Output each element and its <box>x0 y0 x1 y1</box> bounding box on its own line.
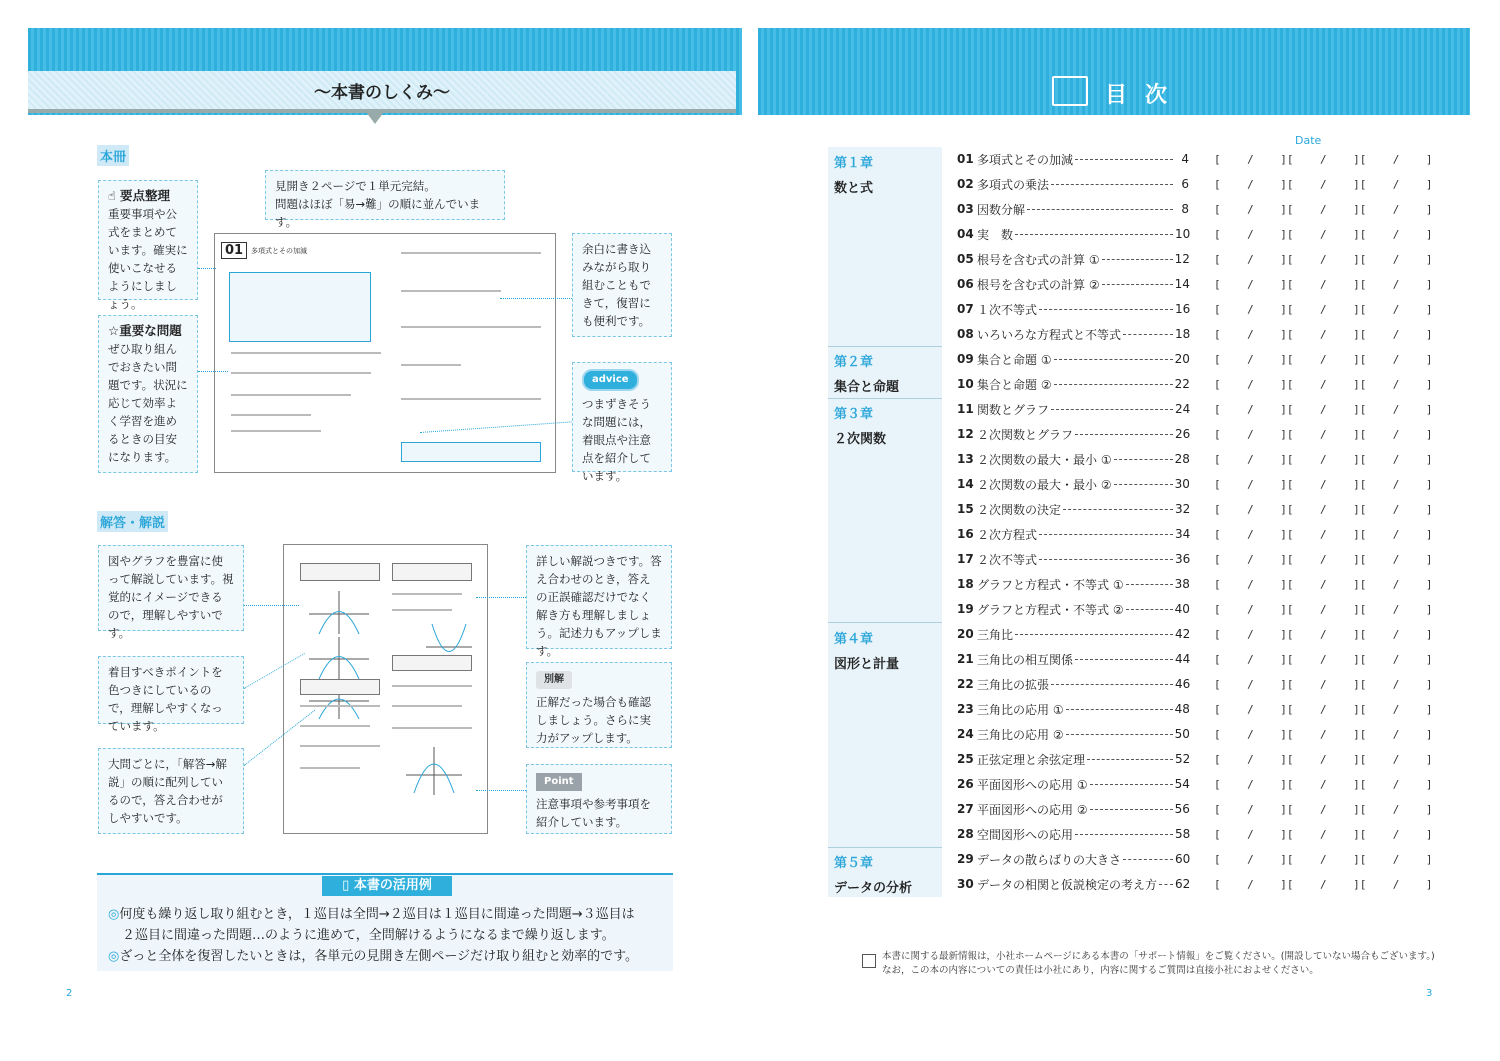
toc-entry[interactable] <box>957 624 1433 644</box>
color-box <box>98 656 244 733</box>
toc-entry[interactable] <box>957 399 1433 419</box>
date-fields[interactable]: [ / ][ / ][ / ] <box>1214 702 1433 716</box>
leader-dots <box>1063 509 1173 510</box>
entry-number: 12 <box>957 427 974 441</box>
chapter-separator <box>828 346 942 347</box>
entry-page: 46 <box>1175 677 1191 691</box>
date-fields[interactable]: [ / ][ / ][ / ] <box>1214 777 1433 791</box>
leader-dots <box>1054 359 1173 360</box>
chapter-separator <box>828 847 942 848</box>
entry-page: 54 <box>1174 777 1190 791</box>
leader-line <box>244 605 299 606</box>
date-fields[interactable]: [ / ][ / ][ / ] <box>1214 177 1433 191</box>
spread-box <box>265 170 505 229</box>
leader-dots <box>1039 534 1173 535</box>
entry-number: 20 <box>957 627 974 641</box>
leader-dots <box>1123 859 1173 860</box>
entry-page: 34 <box>1175 527 1191 541</box>
leader-dots <box>1090 809 1173 810</box>
toc-entry[interactable] <box>957 749 1433 769</box>
leader-dots <box>1159 884 1173 885</box>
entry-title: 多項式とその加減 <box>977 152 1074 167</box>
leader-dots <box>1039 309 1173 310</box>
page-title: 〜本書のしくみ〜 <box>314 82 450 103</box>
entry-page: 14 <box>1174 277 1190 291</box>
entry-page: 48 <box>1174 702 1190 716</box>
betsukai-text: 正解だった場合も確認しましょう。さらに実力がアップします。 <box>536 695 651 745</box>
date-fields[interactable]: [ / ][ / ][ / ] <box>1214 552 1433 566</box>
leader-line <box>198 268 216 269</box>
date-fields[interactable]: [ / ][ / ][ / ] <box>1214 752 1433 766</box>
chapter-separator <box>828 398 942 399</box>
toc-entry[interactable] <box>957 599 1433 619</box>
entry-page: 26 <box>1175 427 1191 441</box>
entry-number: 13 <box>957 452 974 466</box>
entry-title: 根号を含む式の計算 ② <box>977 277 1100 292</box>
chapter-name: 図形と計量 <box>834 657 900 672</box>
entry-title: データの散らばりの大きさ <box>977 852 1122 867</box>
toc-entry[interactable] <box>957 824 1433 844</box>
chapter-name: 集合と命題 <box>834 380 900 395</box>
margin-box <box>572 233 672 337</box>
leader-dots <box>1075 159 1173 160</box>
toc-entry[interactable] <box>957 424 1433 444</box>
entry-number: 21 <box>957 652 974 666</box>
entry-title: 三角比 <box>977 627 1014 642</box>
date-fields[interactable]: [ / ][ / ][ / ] <box>1214 877 1433 891</box>
entry-number: 25 <box>957 752 974 766</box>
leader-dots <box>1075 434 1173 435</box>
section-answers-label: 解答・解説 <box>97 511 168 532</box>
footnote-line-1: 本書に関する最新情報は，小社ホームページにある本書の「サポート情報」をご覧ください。(開設していない場合もございます。) <box>882 951 1435 962</box>
date-fields[interactable]: [ / ][ / ][ / ] <box>1214 302 1433 316</box>
chapter-separator <box>828 622 942 623</box>
entry-page: 40 <box>1174 602 1190 616</box>
summary-head: 要点整理 <box>119 188 170 203</box>
usage-line-3: ◎ ざっと全体を復習したいときは，各単元の見開き左側ページだけ取り組むと効率的です。 <box>108 946 668 967</box>
entry-page: 32 <box>1175 502 1191 516</box>
entry-page: 58 <box>1175 827 1191 841</box>
order-text: 大問ごとに，「解答→解説」の順に配列しているので，答え合わせがしやすいです。 <box>108 757 227 825</box>
entry-title: 平面図形への応用 ① <box>977 777 1088 792</box>
entry-number: 09 <box>957 352 974 366</box>
entry-title: ２次関数の最大・最小 ① <box>977 452 1112 467</box>
entry-page: 50 <box>1174 727 1190 741</box>
point-box <box>526 764 672 834</box>
leader-dots <box>1015 234 1173 235</box>
entry-title: 平面図形への応用 ② <box>977 802 1088 817</box>
entry-number: 01 <box>957 152 974 166</box>
entry-title: いろいろな方程式と不等式 <box>977 327 1122 342</box>
date-fields[interactable]: [ / ][ / ][ / ] <box>1214 277 1433 291</box>
date-fields[interactable]: [ / ][ / ][ / ] <box>1214 202 1433 216</box>
entry-number: 16 <box>957 527 974 541</box>
toc-entry[interactable] <box>957 674 1433 694</box>
entry-page: 44 <box>1175 652 1191 666</box>
detail-box <box>526 545 672 658</box>
date-fields[interactable]: [ / ][ / ][ / ] <box>1214 452 1433 466</box>
advice-tag: advice <box>582 369 639 391</box>
entry-page: 4 <box>1181 152 1190 166</box>
advice-text: つまずきそうな問題には，着眼点や注意点を紹介しています。 <box>582 397 651 483</box>
entry-number: 26 <box>957 777 974 791</box>
entry-title: ２次不等式 <box>977 552 1038 567</box>
entry-title: 正弦定理と余弦定理 <box>977 752 1086 767</box>
date-fields[interactable]: [ / ][ / ][ / ] <box>1214 477 1433 491</box>
date-label: Date <box>1295 134 1322 147</box>
leader-dots <box>1114 459 1173 460</box>
detail-text: 詳しい解説つきです。答え合わせのとき，答えの正誤確認だけでなく解き方も理解しましょう。記述力もアップします。 <box>536 554 662 658</box>
date-fields[interactable]: [ / ][ / ][ / ] <box>1214 652 1433 666</box>
chapter-number: 第４章 <box>834 632 874 647</box>
leader-dots <box>1066 734 1173 735</box>
figures-text: 図やグラフを豊富に使って解説しています。視覚的にイメージできるので，理解しやすいです。 <box>108 554 234 640</box>
date-fields[interactable]: [ / ][ / ][ / ] <box>1214 502 1433 516</box>
entry-number: 05 <box>957 252 974 266</box>
leader-dots <box>1054 384 1173 385</box>
leader-dots <box>1051 684 1173 685</box>
entry-number: 19 <box>957 602 974 616</box>
margin-text: 余白に書き込みながら取り組むこともできて，復習にも便利です。 <box>582 242 651 328</box>
date-fields[interactable]: [ / ][ / ][ / ] <box>1214 427 1433 441</box>
entry-title: ２次方程式 <box>977 527 1038 542</box>
toc-entry[interactable] <box>957 574 1433 594</box>
page-number: 3 <box>1426 988 1433 999</box>
title-notch <box>366 112 384 124</box>
entry-number: 08 <box>957 327 974 341</box>
date-fields[interactable]: [ / ][ / ][ / ] <box>1214 227 1433 241</box>
entry-title: 実 数 <box>977 227 1014 242</box>
entry-page: 60 <box>1175 852 1191 866</box>
chapter-number: 第５章 <box>834 856 874 871</box>
answer-page-thumbnail <box>283 544 488 834</box>
toc-entry[interactable] <box>957 649 1433 669</box>
leader-line <box>500 298 572 299</box>
section-main-label: 本冊 <box>97 145 129 166</box>
leader-dots <box>1039 559 1173 560</box>
entry-number: 07 <box>957 302 974 316</box>
toc-entry[interactable] <box>957 149 1433 169</box>
entry-page: 8 <box>1181 202 1190 216</box>
date-fields[interactable]: [ / ][ / ][ / ] <box>1214 327 1433 341</box>
date-fields[interactable]: [ / ][ / ][ / ] <box>1214 402 1433 416</box>
leader-line <box>476 597 526 598</box>
leader-dots <box>1126 584 1173 585</box>
summary-text: 重要事項や公式をまとめています。確実に使いこなせるようにしましょう。 <box>108 207 188 311</box>
entry-title: 空間図形への応用 <box>977 827 1074 842</box>
entry-page: 12 <box>1174 252 1190 266</box>
betsukai-tag: 別解 <box>536 671 572 689</box>
entry-title: グラフと方程式・不等式 ② <box>977 602 1124 617</box>
footnote <box>882 950 1435 978</box>
entry-number: 29 <box>957 852 974 866</box>
entry-title: ２次関数とグラフ <box>977 427 1074 442</box>
leader-line <box>198 371 228 372</box>
leader-dots <box>1126 609 1173 610</box>
important-text: ぜひ取り組んでおきたい問題です。状況に応じて効率よく学習を進めるときの目安になります。 <box>108 342 188 464</box>
entry-page: 20 <box>1174 352 1190 366</box>
entry-title: 三角比の拡張 <box>977 677 1050 692</box>
point-text: 注意事項や参考事項を紹介しています。 <box>536 797 651 829</box>
point-tag: Point <box>536 773 582 791</box>
entry-title: 根号を含む式の計算 ① <box>977 252 1100 267</box>
entry-number: 23 <box>957 702 974 716</box>
entry-page: 24 <box>1175 402 1191 416</box>
entry-title: 多項式の乗法 <box>977 177 1050 192</box>
spread-text-1: 見開き２ページで１単元完結。 <box>275 179 436 193</box>
date-fields[interactable]: [ / ][ / ][ / ] <box>1214 852 1433 866</box>
footnote-line-2: なお，この本の内容についての責任は小社にあり，内容に関するご質問は直接小社におよせください。 <box>882 965 1319 976</box>
entry-number: 22 <box>957 677 974 691</box>
figures-box <box>98 545 244 640</box>
entry-number: 18 <box>957 577 974 591</box>
toc-entry[interactable] <box>957 499 1433 519</box>
entry-title: 集合と命題 ② <box>977 377 1052 392</box>
usage-line-1: ◎ 何度も繰り返し取り組むとき，１巡目は全問→２巡目は１巡目に間違った問題→３巡目は <box>108 904 668 925</box>
entry-page: 30 <box>1174 477 1190 491</box>
leader-dots <box>1051 409 1173 410</box>
leader-dots <box>1114 484 1173 485</box>
date-fields[interactable]: [ / ][ / ][ / ] <box>1214 577 1433 591</box>
title-box <box>28 71 736 113</box>
entry-title: １次不等式 <box>977 302 1038 317</box>
entry-page: 62 <box>1175 877 1191 891</box>
chapter-name: データの分析 <box>834 881 913 896</box>
entry-title: 因数分解 <box>977 202 1026 217</box>
thumb-advice-block <box>401 442 541 462</box>
leader-dots <box>1087 759 1173 760</box>
entry-page: 42 <box>1175 627 1191 641</box>
date-fields[interactable]: [ / ][ / ][ / ] <box>1214 252 1433 266</box>
entry-page: 52 <box>1175 752 1191 766</box>
entry-number: 03 <box>957 202 974 216</box>
book-icon: ▯ <box>342 878 350 893</box>
entry-number: 11 <box>957 402 974 416</box>
spread-text-2: 問題はほぼ「易→難」の順に並んでいます。 <box>275 197 481 229</box>
toc-entry[interactable] <box>957 449 1433 469</box>
usage-body <box>108 904 668 967</box>
betsukai-box <box>526 662 672 748</box>
important-head: ☆重要な問題 <box>108 323 182 338</box>
leader-dots <box>1075 834 1173 835</box>
entry-page: 28 <box>1174 452 1190 466</box>
date-fields[interactable]: [ / ][ / ][ / ] <box>1214 602 1433 616</box>
toc-title: 目次 <box>1105 83 1186 108</box>
toc-entry[interactable] <box>957 524 1433 544</box>
leader-dots <box>1102 259 1173 260</box>
entry-page: 38 <box>1174 577 1190 591</box>
entry-number: 28 <box>957 827 974 841</box>
entry-number: 30 <box>957 877 974 891</box>
summary-box <box>98 180 198 311</box>
thumb-summary-block <box>229 272 371 342</box>
chapter-number: 第１章 <box>834 156 874 171</box>
important-box <box>98 315 198 473</box>
toc-entry[interactable] <box>957 224 1433 244</box>
toc-entry[interactable] <box>957 374 1433 394</box>
leader-dots <box>1015 634 1173 635</box>
toc-entry[interactable] <box>957 174 1433 194</box>
toc-entry[interactable] <box>957 199 1433 219</box>
entry-number: 06 <box>957 277 974 291</box>
chapter-name: ２次関数 <box>834 432 887 447</box>
date-fields[interactable]: [ / ][ / ][ / ] <box>1214 727 1433 741</box>
leader-dots <box>1123 334 1173 335</box>
entry-page: 36 <box>1175 552 1191 566</box>
date-fields[interactable]: [ / ][ / ][ / ] <box>1214 152 1433 166</box>
toc-entry[interactable] <box>957 274 1433 294</box>
chapter-column <box>828 147 942 897</box>
toc-entry[interactable] <box>957 324 1433 344</box>
toc-entry[interactable] <box>957 699 1433 719</box>
entry-page: 18 <box>1175 327 1191 341</box>
entry-title: 関数とグラフ <box>977 402 1050 417</box>
leader-line <box>476 790 526 791</box>
leader-dots <box>1075 659 1173 660</box>
date-fields[interactable]: [ / ][ / ][ / ] <box>1214 527 1433 541</box>
entry-title: 三角比の応用 ① <box>977 702 1064 717</box>
entry-number: 04 <box>957 227 974 241</box>
entry-number: 14 <box>957 477 974 491</box>
entry-title: 集合と命題 ① <box>977 352 1052 367</box>
entry-page: 6 <box>1181 177 1190 191</box>
entry-page: 56 <box>1174 802 1190 816</box>
color-text: 着目すべきポイントを色つきにしているので，理解しやすくなっています。 <box>108 665 223 733</box>
toc-entry[interactable] <box>957 799 1433 819</box>
thumb-unit-number: 01 <box>221 242 247 259</box>
date-fields[interactable]: [ / ][ / ][ / ] <box>1214 377 1433 391</box>
page-number: 2 <box>66 988 73 999</box>
entry-number: 24 <box>957 727 974 741</box>
date-fields[interactable]: [ / ][ / ][ / ] <box>1214 352 1433 366</box>
leader-dots <box>1051 184 1173 185</box>
toc-entry[interactable] <box>957 774 1433 794</box>
entry-page: 22 <box>1174 377 1190 391</box>
entry-number: 15 <box>957 502 974 516</box>
graph-figure <box>424 619 474 659</box>
date-fields[interactable]: [ / ][ / ][ / ] <box>1214 802 1433 816</box>
toc-entry[interactable] <box>957 849 1433 869</box>
toc-entry[interactable] <box>957 299 1433 319</box>
toc-entry[interactable] <box>957 874 1433 894</box>
usage-line-2: ２巡目に間違った問題…のように進めて，全問解けるようになるまで繰り返します。 <box>122 928 615 943</box>
advice-box <box>572 362 672 483</box>
date-fields[interactable]: [ / ][ / ][ / ] <box>1214 677 1433 691</box>
entry-number: 02 <box>957 177 974 191</box>
entry-number: 17 <box>957 552 974 566</box>
leader-dots <box>1027 209 1173 210</box>
entry-title: ２次関数の決定 <box>977 502 1062 517</box>
main-page-thumbnail <box>214 233 556 473</box>
leader-dots <box>1102 284 1173 285</box>
entry-title: グラフと方程式・不等式 ① <box>977 577 1124 592</box>
entry-title: 三角比の相互関係 <box>977 652 1074 667</box>
leader-dots <box>1090 784 1173 785</box>
order-box <box>98 748 244 834</box>
entry-title: データの相関と仮説検定の考え方 <box>977 877 1158 892</box>
entry-title: ２次関数の最大・最小 ② <box>977 477 1112 492</box>
date-fields[interactable]: [ / ][ / ][ / ] <box>1214 827 1433 841</box>
leader-dots <box>1066 709 1173 710</box>
chapter-number: 第２章 <box>834 355 874 370</box>
hand-icon: ☝ <box>108 188 116 203</box>
toc-entry[interactable] <box>957 549 1433 569</box>
toc-entry[interactable] <box>957 724 1433 744</box>
chapter-name: 数と式 <box>834 181 874 196</box>
toc-entry[interactable] <box>957 349 1433 369</box>
toc-book-icon <box>1052 76 1088 106</box>
entry-page: 10 <box>1175 227 1191 241</box>
entry-page: 16 <box>1175 302 1191 316</box>
date-fields[interactable]: [ / ][ / ][ / ] <box>1214 627 1433 641</box>
toc-entry[interactable] <box>957 474 1433 494</box>
entry-number: 27 <box>957 802 974 816</box>
entry-number: 10 <box>957 377 974 391</box>
thumb-unit-title: 多項式とその加減 <box>251 247 307 255</box>
usage-heading: ▯ 本書の活用例 <box>322 876 452 896</box>
computer-icon <box>862 954 876 968</box>
entry-title: 三角比の応用 ② <box>977 727 1064 742</box>
chapter-number: 第３章 <box>834 407 874 422</box>
toc-entry[interactable] <box>957 249 1433 269</box>
graph-figure <box>404 745 464 795</box>
graph-figures <box>304 589 374 719</box>
